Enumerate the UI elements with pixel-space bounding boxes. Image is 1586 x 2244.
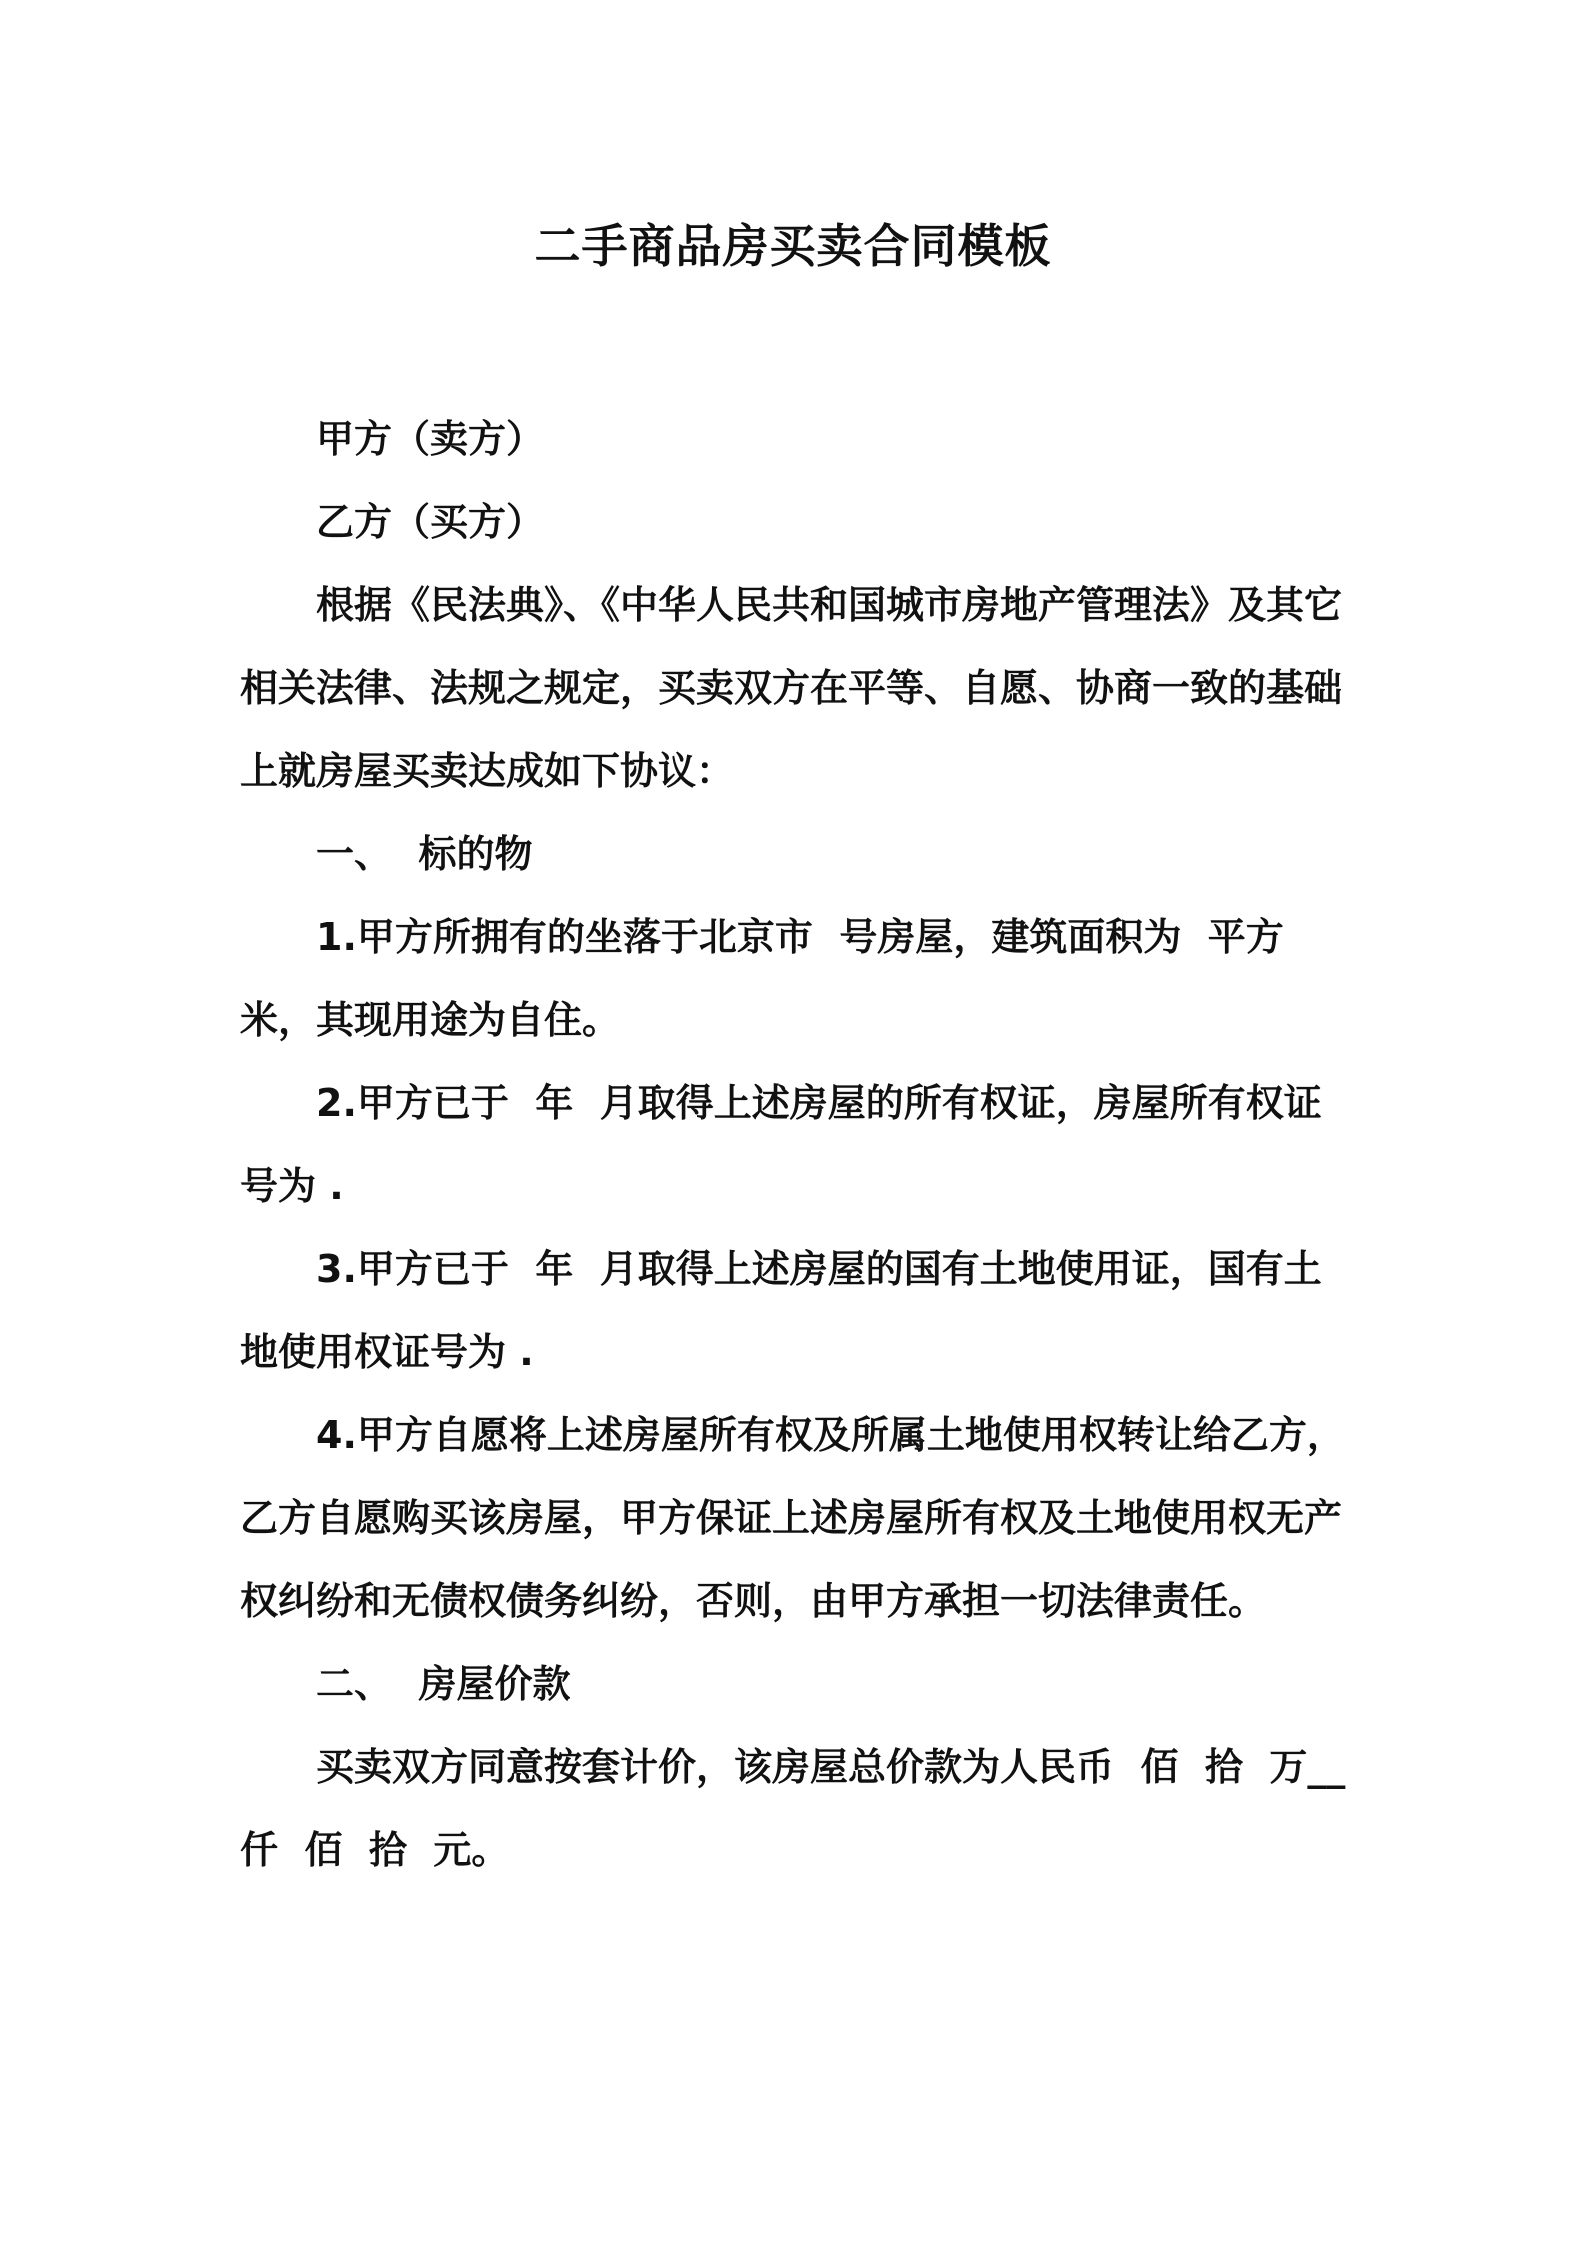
document-body [240,398,1350,1892]
preamble: 根据《民法典》、《中华人民共和国城市房地产管理法》及其它相关法律、法规之规定，买卖双方在平等、自愿、协商一致的基础上就房屋买卖达成如下协议： [240,583,1343,793]
section-2-heading: 二、 房屋价款 [316,1662,571,1706]
clause-2: 2.甲方已于 年 月取得上述房屋的所有权证，房屋所有权证号为 . [240,1081,1322,1208]
section-1-heading: 一、 标的物 [316,832,533,876]
clause-1: 1.甲方所拥有的坐落于北京市 号房屋，建筑面积为 平方米，其现用途为自住。 [240,915,1284,1042]
party-a: 甲方（卖方） [316,417,545,461]
clause-3: 3.甲方已于 年 月取得上述房屋的国有土地使用证，国有土地使用权证号为 . [240,1247,1322,1374]
document-title: 二手商品房买卖合同模板 [534,219,1052,273]
clause-4: 4.甲方自愿将上述房屋所有权及所属土地使用权转让给乙方，乙方自愿购买该房屋，甲方保证上述房屋所有权及土地使用权无产权纠纷和无债权债务纠纷，否则，由甲方承担一切法律责任。 [240,1413,1345,1623]
party-b: 乙方（买方） [316,500,545,544]
price-clause: 买卖双方同意按套计价，该房屋总价款为人民币 佰 拾 万__仟 佰 拾 元。 [240,1745,1346,1872]
